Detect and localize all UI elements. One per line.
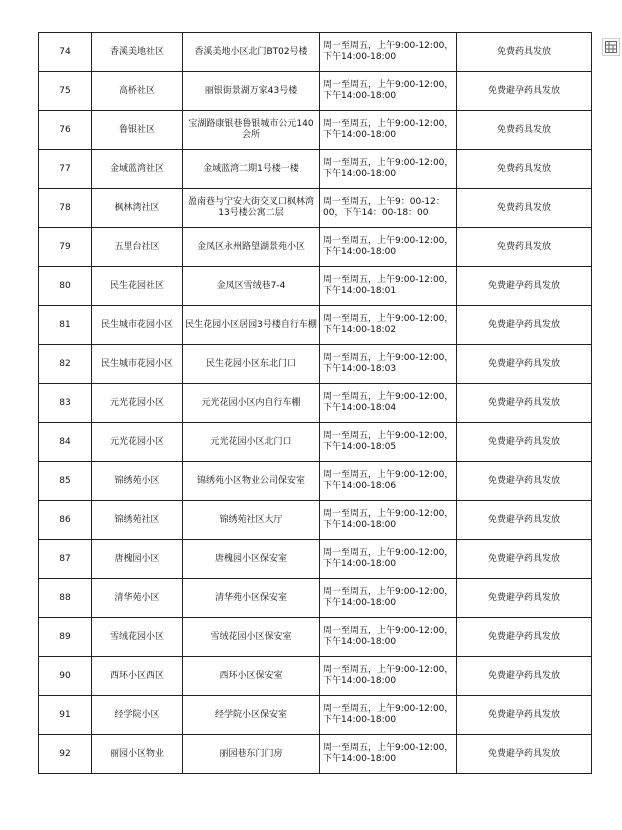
opening-hours: 周一至周五，上午9:00-12:00，下午14:00-18:00 <box>320 618 457 657</box>
table-body <box>39 33 592 774</box>
table-row <box>39 33 592 72</box>
service-type: 免费避孕药具发放 <box>457 540 592 579</box>
row-number: 75 <box>39 72 92 111</box>
service-type: 免费避孕药具发放 <box>457 657 592 696</box>
distribution-location: 丽银街景湖万家43号楼 <box>183 72 320 111</box>
distribution-location: 金凤区雪绒巷7-4 <box>183 267 320 306</box>
opening-hours: 周一至周五，上午9:00-12:00，下午14:00-18:00 <box>320 150 457 189</box>
row-number: 81 <box>39 306 92 345</box>
opening-hours: 周一至周五，上午9:00-12:00，下午14:00-18:04 <box>320 384 457 423</box>
side-toolbar-button[interactable] <box>602 38 620 56</box>
table-row <box>39 306 592 345</box>
row-number: 74 <box>39 33 92 72</box>
table-row <box>39 462 592 501</box>
opening-hours: 周一至周五，上午9:00-12:00，下午14:00-18:00 <box>320 540 457 579</box>
opening-hours: 周一至周五，上午9:00-12:00，下午14:00-18:00 <box>320 228 457 267</box>
service-type: 免费药具发放 <box>457 33 592 72</box>
service-type: 免费避孕药具发放 <box>457 618 592 657</box>
service-type: 免费避孕药具发放 <box>457 345 592 384</box>
community-name: 金域蓝湾社区 <box>92 150 183 189</box>
opening-hours: 周一至周五，上午9:00-12:00，下午14:00-18:03 <box>320 345 457 384</box>
row-number: 87 <box>39 540 92 579</box>
row-number: 83 <box>39 384 92 423</box>
community-name: 五里台社区 <box>92 228 183 267</box>
opening-hours: 周一至周五，上午9:00-12:00，下午14:00-18:06 <box>320 462 457 501</box>
distribution-location: 元光花园小区内自行车棚 <box>183 384 320 423</box>
service-type: 免费避孕药具发放 <box>457 735 592 774</box>
community-name: 雪绒花园小区 <box>92 618 183 657</box>
community-name: 元光花园小区 <box>92 423 183 462</box>
service-type: 免费避孕药具发放 <box>457 579 592 618</box>
service-type: 免费避孕药具发放 <box>457 72 592 111</box>
distribution-location: 西环小区保安室 <box>183 657 320 696</box>
opening-hours: 周一至周五，上午9:00-12:00，下午14:00-18:00 <box>320 579 457 618</box>
distribution-location: 金凤区永州路望湖景苑小区 <box>183 228 320 267</box>
distribution-location: 元光花园小区北门口 <box>183 423 320 462</box>
community-name: 鲁银社区 <box>92 111 183 150</box>
row-number: 89 <box>39 618 92 657</box>
row-number: 78 <box>39 189 92 228</box>
community-name: 高桥社区 <box>92 72 183 111</box>
table-row <box>39 72 592 111</box>
distribution-location: 丽园巷东门门房 <box>183 735 320 774</box>
service-type: 免费避孕药具发放 <box>457 462 592 501</box>
distribution-location: 唐槐园小区保安室 <box>183 540 320 579</box>
table-row <box>39 384 592 423</box>
service-type: 免费药具发放 <box>457 111 592 150</box>
table-row <box>39 345 592 384</box>
table-row <box>39 735 592 774</box>
row-number: 82 <box>39 345 92 384</box>
table-row <box>39 189 592 228</box>
community-name: 经学院小区 <box>92 696 183 735</box>
community-name: 唐槐园小区 <box>92 540 183 579</box>
table-row <box>39 657 592 696</box>
table-row <box>39 267 592 306</box>
service-type: 免费药具发放 <box>457 189 592 228</box>
distribution-location: 清华苑小区保安室 <box>183 579 320 618</box>
distribution-location: 民生花园小区东北门口 <box>183 345 320 384</box>
opening-hours: 周一至周五，上午9:00-12:00，下午14:00-18:00 <box>320 501 457 540</box>
row-number: 79 <box>39 228 92 267</box>
distribution-location: 锦绣苑小区物业公司保安室 <box>183 462 320 501</box>
table-row <box>39 150 592 189</box>
community-name: 枫林湾社区 <box>92 189 183 228</box>
community-name: 民生花园社区 <box>92 267 183 306</box>
opening-hours: 周一至周五，上午9:00-12:00，下午14:00-18:00 <box>320 657 457 696</box>
row-number: 76 <box>39 111 92 150</box>
service-type: 免费避孕药具发放 <box>457 384 592 423</box>
service-type: 免费避孕药具发放 <box>457 696 592 735</box>
row-number: 77 <box>39 150 92 189</box>
table-row <box>39 540 592 579</box>
opening-hours: 周一至周五，上午9:00-12:00，下午14:00-18:01 <box>320 267 457 306</box>
distribution-location: 金域蓝湾二期1号楼一楼 <box>183 150 320 189</box>
community-name: 香溪美地社区 <box>92 33 183 72</box>
distribution-location: 盈南巷与宁安大街交叉口枫林湾13号楼公寓二层 <box>183 189 320 228</box>
table-row <box>39 579 592 618</box>
community-name: 西环小区西区 <box>92 657 183 696</box>
table-row <box>39 618 592 657</box>
row-number: 84 <box>39 423 92 462</box>
opening-hours: 周一至周五，上午9:00-12:00，下午14:00-18:00 <box>320 111 457 150</box>
distribution-location: 香溪美地小区北门BT02号楼 <box>183 33 320 72</box>
row-number: 91 <box>39 696 92 735</box>
service-type: 免费避孕药具发放 <box>457 501 592 540</box>
service-type: 免费避孕药具发放 <box>457 423 592 462</box>
opening-hours: 周一至周五，上午9:00-12:00，下午14:00-18:05 <box>320 423 457 462</box>
service-type: 免费药具发放 <box>457 228 592 267</box>
table-row <box>39 423 592 462</box>
opening-hours: 周一至周五，上午9:00-12:00，下午14:00-18:00 <box>320 696 457 735</box>
table-row <box>39 501 592 540</box>
opening-hours: 周一至周五，上午9:00-12:00，下午14:00-18:00 <box>320 33 457 72</box>
row-number: 90 <box>39 657 92 696</box>
opening-hours: 周一至周五，上午9:00-12:00，下午14:00-18:02 <box>320 306 457 345</box>
community-name: 民生城市花园小区 <box>92 306 183 345</box>
distribution-location: 宝湖路康银巷鲁银城市公元140会所 <box>183 111 320 150</box>
table-row <box>39 228 592 267</box>
community-name: 锦绣苑社区 <box>92 501 183 540</box>
row-number: 85 <box>39 462 92 501</box>
distribution-location: 民生花园小区居园3号楼自行车棚 <box>183 306 320 345</box>
opening-hours: 周一至周五，上午9:00-12:00，下午14:00-18:00 <box>320 735 457 774</box>
service-type: 免费药具发放 <box>457 150 592 189</box>
service-type: 免费避孕药具发放 <box>457 306 592 345</box>
service-type: 免费避孕药具发放 <box>457 267 592 306</box>
distribution-schedule-table <box>38 32 592 774</box>
community-name: 丽园小区物业 <box>92 735 183 774</box>
distribution-location: 锦绣苑社区大厅 <box>183 501 320 540</box>
grid-list-icon <box>605 41 617 53</box>
distribution-location: 经学院小区保安室 <box>183 696 320 735</box>
table-row <box>39 696 592 735</box>
row-number: 80 <box>39 267 92 306</box>
community-name: 清华苑小区 <box>92 579 183 618</box>
row-number: 86 <box>39 501 92 540</box>
row-number: 92 <box>39 735 92 774</box>
distribution-location: 雪绒花园小区保安室 <box>183 618 320 657</box>
opening-hours: 周一至周五，上午9:00-12:00，下午14:00-18:00 <box>320 72 457 111</box>
community-name: 民生城市花园小区 <box>92 345 183 384</box>
row-number: 88 <box>39 579 92 618</box>
table-row <box>39 111 592 150</box>
community-name: 锦绣苑小区 <box>92 462 183 501</box>
opening-hours: 周一至周五，上午9：00-12：00，下午14：00-18：00 <box>320 189 457 228</box>
community-name: 元光花园小区 <box>92 384 183 423</box>
